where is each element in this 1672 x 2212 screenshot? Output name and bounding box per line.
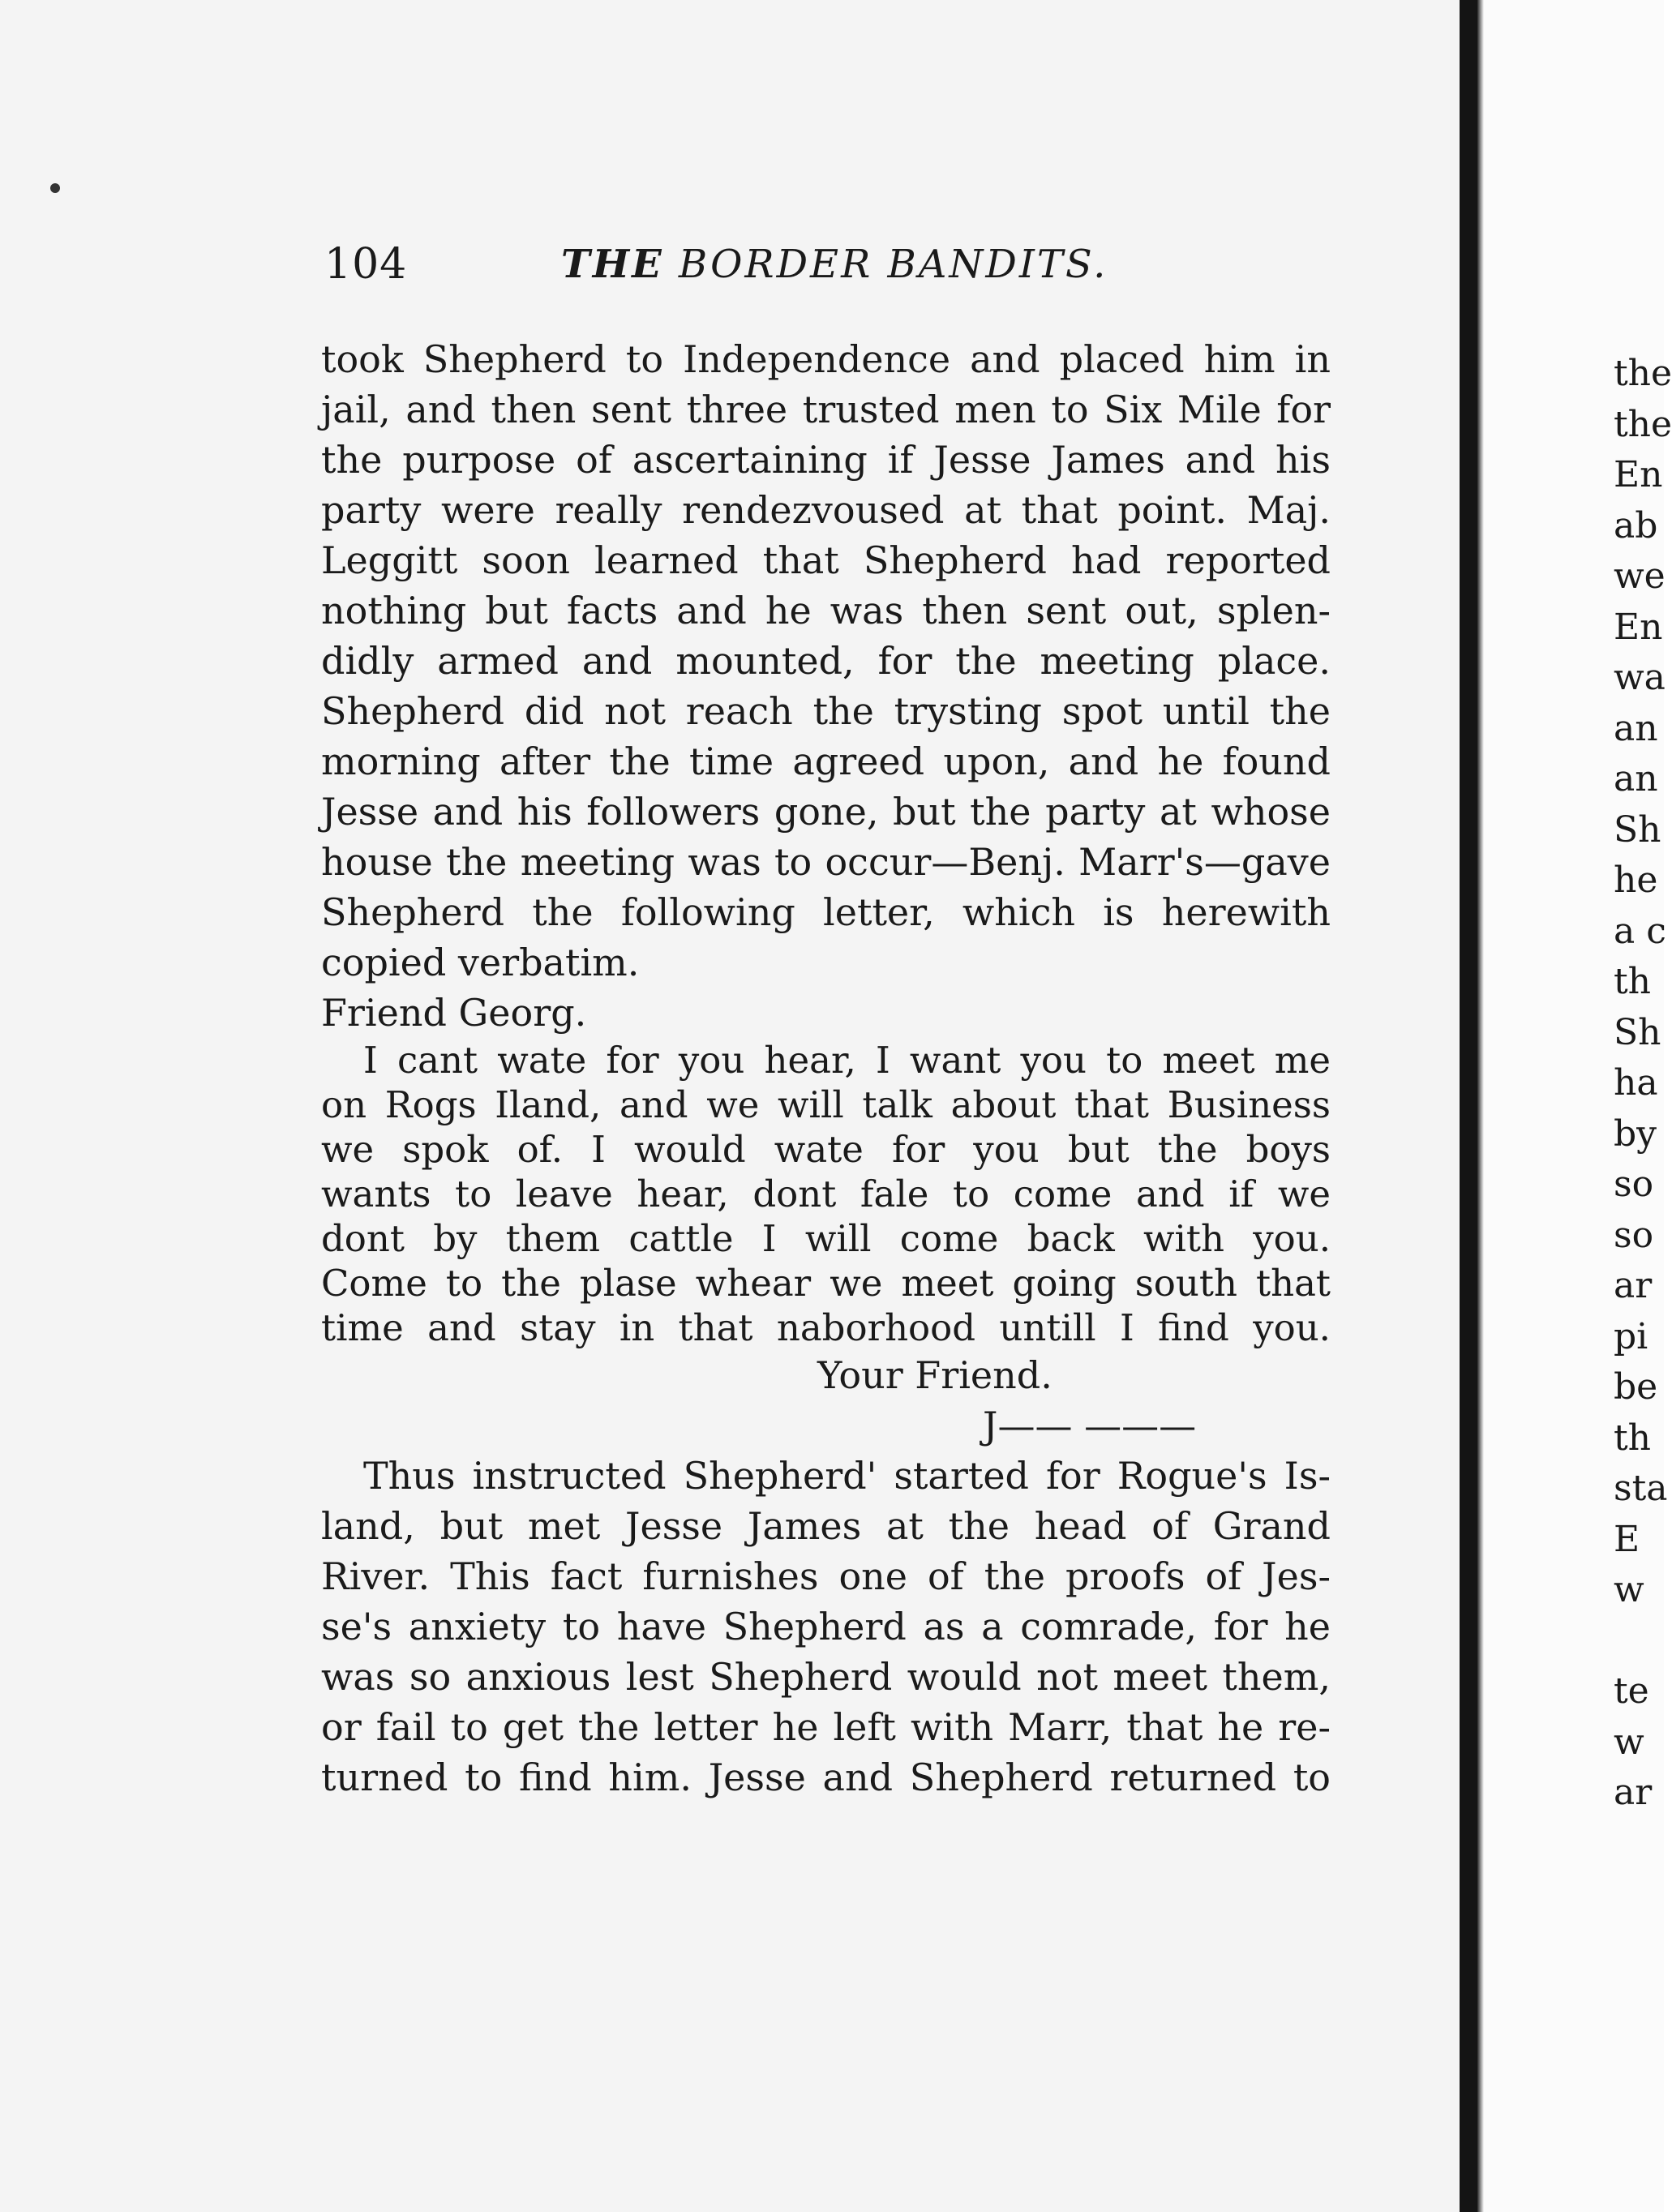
facing-fragment: pi [1614, 1315, 1648, 1357]
body-line: Thus instructed Shepherd' started for Rogue's Is- [363, 1454, 1331, 1498]
body-line: Shepherd the following letter, which is herewith [321, 890, 1331, 934]
body-line: turned to find him. Jesse and Shepherd returned to [321, 1755, 1331, 1799]
body-line: took Shepherd to Independence and placed him in [321, 337, 1331, 381]
letter-line: I cant wate for you hear, I want you to meet me [363, 1039, 1331, 1082]
letter-line: time and stay in that naborhood untill I find you. [321, 1306, 1331, 1349]
body-line: jail, and then sent three trusted men to Six Mile for [321, 388, 1331, 431]
body-line: River. This fact furnishes one of the proofs of Jes- [321, 1554, 1331, 1598]
body-line: nothing but facts and he was then sent out, splen- [321, 589, 1331, 632]
body-line: or fail to get the letter he left with Marr, that he re- [321, 1705, 1331, 1749]
body-line: house the meeting was to occur—Benj. Marr's—gave [321, 840, 1331, 884]
letter-signature: J—— ——— [983, 1404, 1197, 1447]
facing-fragment: so [1614, 1214, 1654, 1256]
facing-page-edge [1477, 0, 1484, 2212]
facing-fragment: wa [1614, 657, 1666, 698]
facing-fragment: te [1614, 1670, 1649, 1712]
facing-fragment: th [1614, 961, 1652, 1002]
body-line: copied verbatim. [321, 941, 640, 984]
facing-fragment: the [1614, 353, 1672, 394]
facing-fragment: be [1614, 1366, 1658, 1408]
facing-fragment: we [1614, 555, 1666, 597]
facing-fragment: the [1614, 403, 1672, 445]
facing-fragment: E [1614, 1518, 1640, 1560]
facing-fragment: he [1614, 860, 1658, 901]
running-title-prefix: THE [561, 242, 664, 287]
facing-fragment: ha [1614, 1062, 1658, 1104]
letter-line: Come to the plase whear we meet going south that [321, 1262, 1331, 1305]
facing-fragment: w [1614, 1569, 1644, 1610]
body-line: the purpose of ascertaining if Jesse James and his [321, 438, 1331, 482]
letter-salutation: Friend Georg. [321, 991, 587, 1035]
facing-fragment: an [1614, 707, 1658, 749]
body-line: morning after the time agreed upon, and he found [321, 739, 1331, 783]
facing-fragment: th [1614, 1417, 1652, 1459]
facing-fragment: a c [1614, 910, 1666, 952]
facing-fragment: ar [1614, 1265, 1653, 1306]
letter-line: wants to leave hear, dont fale to come and if we [321, 1172, 1331, 1215]
facing-fragment: by [1614, 1112, 1657, 1155]
body-line: was so anxious lest Shepherd would not meet them, [321, 1655, 1331, 1699]
facing-fragment: w [1614, 1721, 1644, 1763]
body-text [321, 334, 1331, 1803]
facing-fragment: En [1614, 606, 1663, 648]
body-line: se's anxiety to have Shepherd as a comrade, for he [321, 1605, 1331, 1648]
running-title [561, 242, 1108, 287]
body-line: didly armed and mounted, for the meeting place. [321, 639, 1331, 683]
facing-fragment: so [1614, 1164, 1654, 1205]
letter-line: on Rogs Iland, and we will talk about that Business [321, 1083, 1331, 1126]
page-number: 104 [324, 240, 408, 289]
facing-fragment: Sh [1614, 1011, 1661, 1053]
facing-fragment: sta [1614, 1468, 1668, 1509]
facing-fragment: En [1614, 454, 1663, 495]
letter-line: we spok of. I would wate for you but the boys [321, 1128, 1331, 1171]
facing-fragment: ar [1614, 1772, 1653, 1813]
facing-fragment: Sh [1614, 808, 1661, 851]
letter-closing: Your Friend. [817, 1353, 1053, 1397]
paper-speck [50, 183, 60, 193]
body-line: land, but met Jesse James at the head of Grand [321, 1504, 1331, 1548]
facing-fragment: ab [1614, 504, 1658, 547]
running-title-rest: BORDER BANDITS. [663, 242, 1108, 287]
body-line: party were really rendezvoused at that point. Maj. [321, 488, 1331, 532]
facing-fragment: an [1614, 758, 1658, 799]
running-head [324, 240, 1135, 302]
letter-line: dont by them cattle I will come back with you. [321, 1217, 1331, 1260]
body-line: Shepherd did not reach the trysting spot until the [321, 689, 1331, 733]
facing-fragment [1614, 1616, 1664, 1667]
body-line: Jesse and his followers gone, but the party at whose [321, 790, 1331, 834]
facing-page-text [1614, 349, 1672, 1819]
body-line: Leggitt soon learned that Shepherd had reported [321, 538, 1331, 582]
page-gutter [1460, 0, 1477, 2212]
